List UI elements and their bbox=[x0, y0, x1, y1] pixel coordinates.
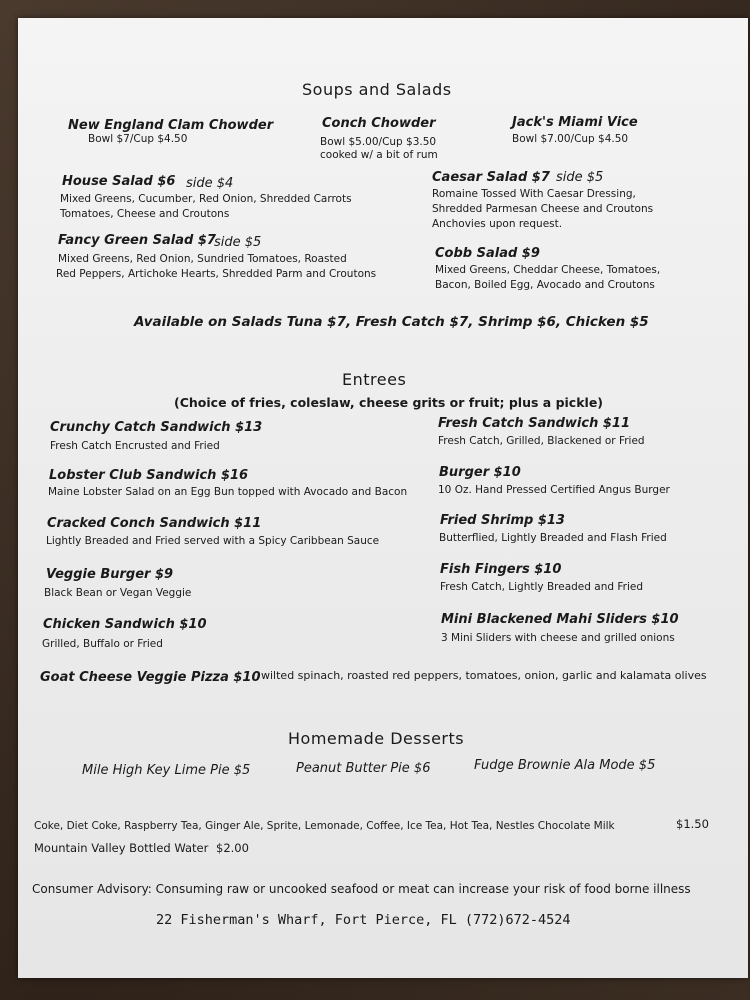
fish-fingers-name: Fish Fingers $10 bbox=[440, 562, 562, 577]
conch-chowder-desc2: cooked w/ a bit of rum bbox=[320, 149, 438, 161]
veggie-burger-name: Veggie Burger $9 bbox=[46, 567, 174, 582]
dessert-fudge-brownie: Fudge Brownie Ala Mode $5 bbox=[474, 758, 656, 773]
clam-chowder-name: New England Clam Chowder bbox=[68, 118, 274, 133]
chicken-sandwich-name: Chicken Sandwich $10 bbox=[43, 617, 207, 632]
bottled-water-price: $2.00 bbox=[216, 841, 249, 855]
lobster-club-name: Lobster Club Sandwich $16 bbox=[49, 468, 249, 483]
house-salad-desc: Mixed Greens, Cucumber, Red Onion, Shredded Carrots bbox=[60, 193, 352, 205]
soups-salads-heading: Soups and Salads bbox=[302, 80, 452, 99]
cracked-conch-desc: Lightly Breaded and Fried served with a Spicy Caribbean Sauce bbox=[46, 535, 380, 547]
cracked-conch-name: Cracked Conch Sandwich $11 bbox=[47, 516, 262, 531]
lobster-club-desc: Maine Lobster Salad on an Egg Bun topped with Avocado and Bacon bbox=[48, 486, 408, 498]
fried-shrimp-name: Fried Shrimp $13 bbox=[440, 513, 565, 528]
caesar-salad-desc: Romaine Tossed With Caesar Dressing, bbox=[432, 188, 636, 200]
goat-cheese-pizza-desc: wilted spinach, roasted red peppers, tomatoes, onion, garlic and kalamata olives bbox=[261, 669, 707, 682]
fresh-catch-desc: Fresh Catch, Grilled, Blackened or Fried bbox=[438, 435, 645, 447]
clam-chowder-desc: Bowl $7/Cup $4.50 bbox=[88, 133, 188, 145]
bottled-water: Mountain Valley Bottled Water bbox=[34, 841, 209, 855]
miami-vice-desc: Bowl $7.00/Cup $4.50 bbox=[512, 133, 629, 145]
crunchy-catch-desc: Fresh Catch Encrusted and Fried bbox=[50, 440, 220, 452]
fancy-green-salad-desc2: Red Peppers, Artichoke Hearts, Shredded Parm and Croutons bbox=[56, 268, 377, 280]
caesar-salad-name: Caesar Salad $7 bbox=[432, 170, 550, 185]
fancy-green-salad-name: Fancy Green Salad $7 bbox=[58, 233, 216, 248]
caesar-salad-side: side $5 bbox=[556, 170, 604, 185]
caesar-salad-desc3: Anchovies upon request. bbox=[432, 218, 563, 230]
caesar-salad-desc2: Shredded Parmesan Cheese and Croutons bbox=[432, 203, 654, 215]
fresh-catch-name: Fresh Catch Sandwich $11 bbox=[438, 416, 630, 431]
miami-vice-name: Jack's Miami Vice bbox=[512, 115, 638, 130]
salad-addons: Available on Salads Tuna $7, Fresh Catch $7, Shrimp $6, Chicken $5 bbox=[134, 314, 649, 330]
conch-chowder-desc: Bowl $5.00/Cup $3.50 bbox=[320, 136, 437, 148]
consumer-advisory: Consumer Advisory: Consuming raw or uncooked seafood or meat can increase your risk of food borne illness bbox=[32, 882, 691, 896]
dessert-key-lime: Mile High Key Lime Pie $5 bbox=[82, 763, 251, 778]
house-salad-desc2: Tomatoes, Cheese and Croutons bbox=[60, 208, 230, 220]
house-salad-name: House Salad $6 bbox=[62, 174, 176, 189]
restaurant-address: 22 Fisherman's Wharf, Fort Pierce, FL (772)672-4524 bbox=[156, 912, 571, 928]
burger-name: Burger $10 bbox=[439, 465, 521, 480]
mahi-sliders-name: Mini Blackened Mahi Sliders $10 bbox=[441, 612, 679, 627]
veggie-burger-desc: Black Bean or Vegan Veggie bbox=[44, 587, 192, 599]
fancy-green-salad-desc: Mixed Greens, Red Onion, Sundried Tomatoes, Roasted bbox=[58, 253, 347, 265]
cobb-salad-name: Cobb Salad $9 bbox=[435, 246, 540, 261]
cobb-salad-desc2: Bacon, Boiled Egg, Avocado and Croutons bbox=[435, 279, 655, 291]
chicken-sandwich-desc: Grilled, Buffalo or Fried bbox=[42, 638, 163, 650]
crunchy-catch-name: Crunchy Catch Sandwich $13 bbox=[50, 420, 263, 435]
house-salad-side: side $4 bbox=[186, 176, 234, 191]
menu-page bbox=[18, 18, 748, 978]
drinks-list: Coke, Diet Coke, Raspberry Tea, Ginger Ale, Sprite, Lemonade, Coffee, Ice Tea, Hot Tea, Nestles Chocolate Milk bbox=[34, 820, 615, 832]
burger-desc: 10 Oz. Hand Pressed Certified Angus Burger bbox=[438, 484, 670, 496]
entrees-subheading: (Choice of fries, coleslaw, cheese grits or fruit; plus a pickle) bbox=[174, 395, 604, 410]
desserts-heading: Homemade Desserts bbox=[288, 729, 465, 748]
fancy-green-salad-side: side $5 bbox=[214, 235, 262, 250]
mahi-sliders-desc: 3 Mini Sliders with cheese and grilled onions bbox=[441, 632, 675, 644]
fried-shrimp-desc: Butterflied, Lightly Breaded and Flash Fried bbox=[439, 532, 667, 544]
entrees-heading: Entrees bbox=[342, 370, 407, 389]
dessert-peanut-butter: Peanut Butter Pie $6 bbox=[296, 761, 431, 776]
fish-fingers-desc: Fresh Catch, Lightly Breaded and Fried bbox=[440, 581, 643, 593]
cobb-salad-desc: Mixed Greens, Cheddar Cheese, Tomatoes, bbox=[435, 264, 661, 276]
goat-cheese-pizza-name: Goat Cheese Veggie Pizza $10 bbox=[40, 670, 261, 685]
drinks-price: $1.50 bbox=[676, 817, 709, 831]
conch-chowder-name: Conch Chowder bbox=[322, 116, 436, 131]
